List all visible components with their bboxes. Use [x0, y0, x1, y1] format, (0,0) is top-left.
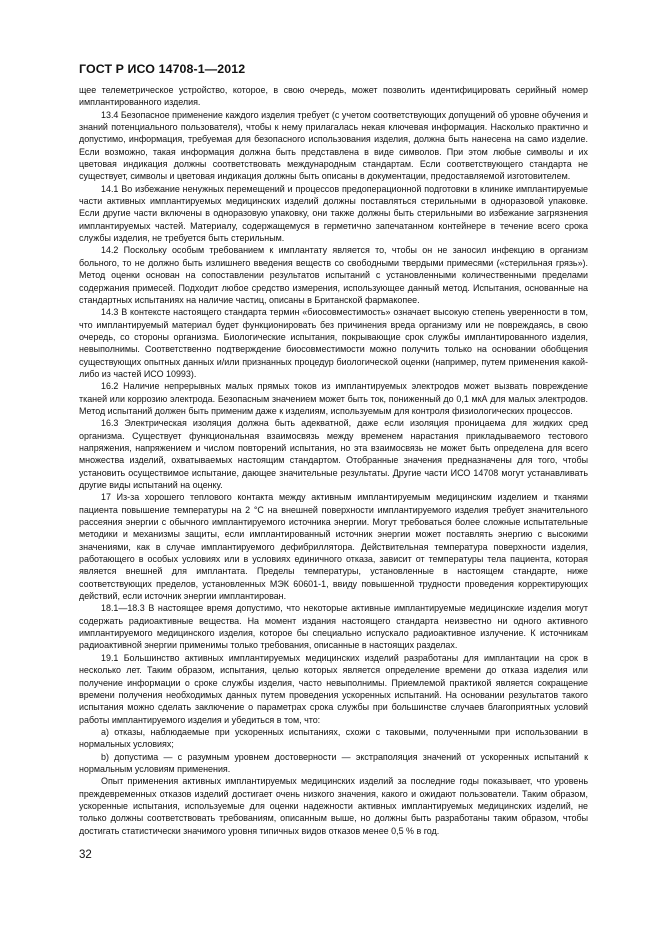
- list-item-a: a) отказы, наблюдаемые при ускоренных испытаниях, схожи с таковыми, полученными при использовании в нормальных условиях;: [79, 726, 588, 750]
- paragraph-19-1: 19.1 Большинство активных имплантируемых медицинских изделий разработаны для имплантации на срок в несколько лет. Таким образом, испытания, целью которых является определение времени до отказа изделия или получение информации о сроке службы изделия, часто невыполнимы. Приемлемой практикой является сокращение времени получения необходимых данных путем проведения ускоренных испытаний. На основании результатов такого испытания можно сделать заключение о параметрах срока службы при большинстве случаев благоприятных условий работы имплантируемого изделия и убедиться в том, что:: [79, 652, 588, 725]
- standard-header-title: ГОСТ Р ИСО 14708-1—2012: [79, 62, 246, 76]
- paragraph-16-3: 16.3 Электрическая изоляция должна быть адекватной, даже если изоляция проницаема для жидких сред организма. Существует функциональная взаимосвязь между временем нарастания прикладываемого тестового напряжения, напряжением и числом повторений испытания, но эта взаимосвязь не может быть определена для всего множества изделий, охватываемых настоящим стандартом. Отобранные значения предназначены для того, чтобы установить осуществимое испытание, дающее значительные результаты. Другие части ИСО 14708 могут устанавливать другие виды испытаний на оценку.: [79, 418, 588, 490]
- page-number: 32: [79, 849, 92, 861]
- list-item-b: b) допустима — с разумным уровнем достоверности — экстраполяция значений от ускоренных испытаний к нормальным условиям применения.: [79, 751, 588, 774]
- paragraph-experience: Опыт применения активных имплантируемых медицинских изделий за последние годы показывает, что уровень преждевременных отказов изделий достигает очень низкого значения, какого и ожидают пользователи. Таким образом, ускоренные испытания, используемые для оценки надежности активных имплантируемых медицинских изделий, не только должны соответствовать требованиям, описанным выше, но должны быть разработаны таким образом, чтобы достигать статистически значимого уровня типичных видов отказов менее 0,5 % в год.: [79, 776, 588, 836]
- paragraph-14-2: 14.2 Поскольку особым требованием к имплантату является то, чтобы он не заносил инфекцию в организм больного, то не должно быть излишнего введения веществ со свободными твердыми примесями («стерильная грязь»). Метод оценки основан на сопоставлении результатов испытаний с установленными количественными пределами содержания примесей. Подходит любое средство измерения, использующее данный метод. Испытания, основанные на стандартных испытаниях на наличие частиц, описаны в Британской фармакопее.: [79, 245, 588, 305]
- paragraph-13-4: 13.4 Безопасное применение каждого изделия требует (с учетом соответствующих допущений об уровне обучения и знаний потенциального пользователя), чтобы к нему прилагалась некая ключевая информация. Насколько практично и допустимо, информация, требуемая для безопасного использования изделия, должна быть нанесена на само изделие. Если возможно, такая информация должна быть представлена в виде символов. При этом любые символы и их цветовая индикация должны соответствовать международным стандартам. Если соответствующего стандарта не существует, символы и цветовая индикация должны быть описаны в документации, предоставляемой изготовителем.: [79, 109, 588, 182]
- paragraph-18-1-18-3: 18.1—18.3 В настоящее время допустимо, что некоторые активные имплантируемые медицинские изделия могут содержать радиоактивные вещества. На момент издания настоящего стандарта неизвестно ни одного активного имплантируемого медицинского изделия, которое бы специально испускало радиоактивное излучение. К источникам радиоактивной энергии применимы только требования, описанные в настоящих разделах.: [79, 603, 588, 651]
- paragraph-continuation: щее телеметрическое устройство, которое, в свою очередь, может позволить идентифицировать серийный номер имплантированного изделия.: [79, 85, 588, 108]
- paragraph-14-3: 14.3 В контексте настоящего стандарта термин «биосовместимость» означает высокую степень уверенности в том, что имплантируемый материал будет функционировать без причинения вреда организму или не повреждаясь, в свою очередь, со стороны организма. Биологические испытания, покрывающие срок службы имплантированного изделия, невыполнимы. Соответственно подтверждение биосовместимости можно получить только на основании обобщения существующих опытных данных и/или признанных процедур биологической оценки (например, путем применения какой-либо из частей ИСО 10993).: [79, 307, 588, 379]
- paragraph-17: 17 Из-за хорошего теплового контакта между активным имплантируемым медицинским изделием и тканями пациента повышение температуры на 2 °С на внешней поверхности имплантируемого изделия требует значительного рассеяния энергии с обычного имплантируемого источника энергии. Могут требоваться более сложные испытательные методики и механизмы защиты, если имплантированный источник энергии может поставлять энергию с высокими значениями, как в случае имплантируемого дефибриллятора. Действительная температура поверхности изделия, работающего в особых условиях или в условиях единичного отказа, зависит от температуры тела пациента, которая является внешней для имплантата. Пределы температуры, установленные в настоящем стандарте, ниже соответствующих пределов, установленных МЭК 60601-1, ввиду повышенной трудности проведения корректирующих действий, если источник энергии имплантирован.: [79, 492, 588, 602]
- paragraph-14-1: 14.1 Во избежание ненужных перемещений и процессов предоперационной подготовки в клинике имплантируемые части активных имплантируемых медицинских изделий должны поставляться стерильными в одноразовой упаковке. Если другие части включены в одноразовую упаковку, они также должны быть стерильными во избежание загрязнения имплантируемых частей. Материалу, содержащемуся в герметично запечатанном контейнере в течение всего срока службы изделия, не требуется быть стерильным.: [79, 183, 588, 244]
- paragraph-16-2: 16.2 Наличие непрерывных малых прямых токов из имплантируемых электродов может вызвать повреждение тканей или коррозию электрода. Безопасным значением может быть ток, пониженный до 0,1 мкА для малых электродов. Метод испытаний должен быть применим даже к изделиям, используемым для контроля физиологических процессов.: [79, 381, 588, 416]
- document-body: [79, 84, 588, 837]
